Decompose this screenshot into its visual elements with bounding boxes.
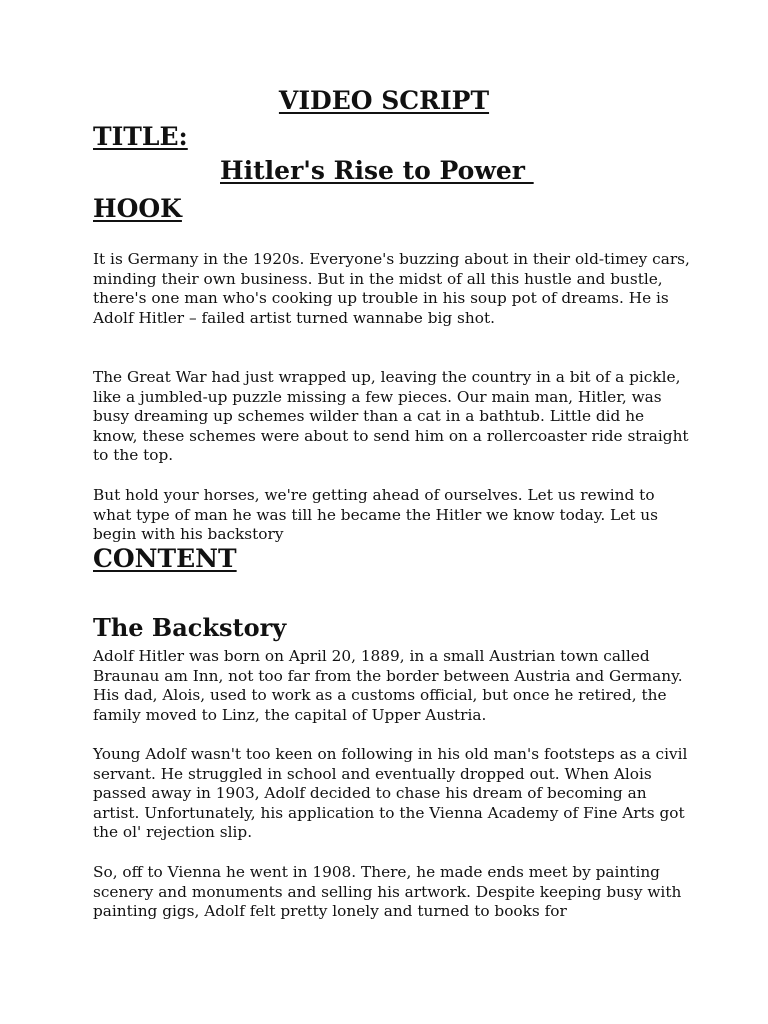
hook-paragraph: The Great War had just wrapped up, leaving the country in a bit of a pickle, like a jumbled-up puzzle missing a few pieces. Our main man, Hitler, was busy dreaming up schemes wilder than a cat in a bathtub. Little did he know, these schemes were about to send him on a rollercoaster ride straight to the top. [93, 368, 689, 465]
video-title: Hitler's Rise to Power [220, 156, 534, 185]
content-heading: CONTENT [93, 544, 237, 573]
document-title: VIDEO SCRIPT [278, 86, 490, 115]
backstory-heading: The Backstory [93, 613, 287, 642]
hook-heading: HOOK [93, 194, 182, 223]
backstory-paragraph: So, off to Vienna he went in 1908. There, he made ends meet by painting scenery and monuments and selling his artwork. Despite keeping busy with painting gigs, Adolf felt pretty lonely and turned to books for [93, 863, 682, 921]
backstory-paragraph: Young Adolf wasn't too keen on following in his old man's footsteps as a civil servant. He struggled in school and eventually dropped out. When Alois passed away in 1903, Adolf decided to chase his dream of becoming an artist. Unfortunately, his application to the Vienna Academy of Fine Arts got the ol' rejection slip. [93, 745, 688, 842]
hook-paragraph: It is Germany in the 1920s. Everyone's buzzing about in their old-timey cars, minding their own business. But in the midst of all this hustle and bustle, there's one man who's cooking up trouble in his soup pot of dreams. He is Adolf Hitler – failed artist turned wannabe big shot. [93, 250, 690, 327]
hook-paragraph: But hold your horses, we're getting ahead of ourselves. Let us rewind to what type of man he was till he became the Hitler we know today. Let us begin with his backstory [93, 486, 658, 544]
backstory-paragraph: Adolf Hitler was born on April 20, 1889, in a small Austrian town called Braunau am Inn, not too far from the border between Austria and Germany. His dad, Alois, used to work as a customs official, but once he retired, the family moved to Linz, the capital of Upper Austria. [93, 647, 683, 724]
title-label: TITLE: [93, 122, 188, 151]
